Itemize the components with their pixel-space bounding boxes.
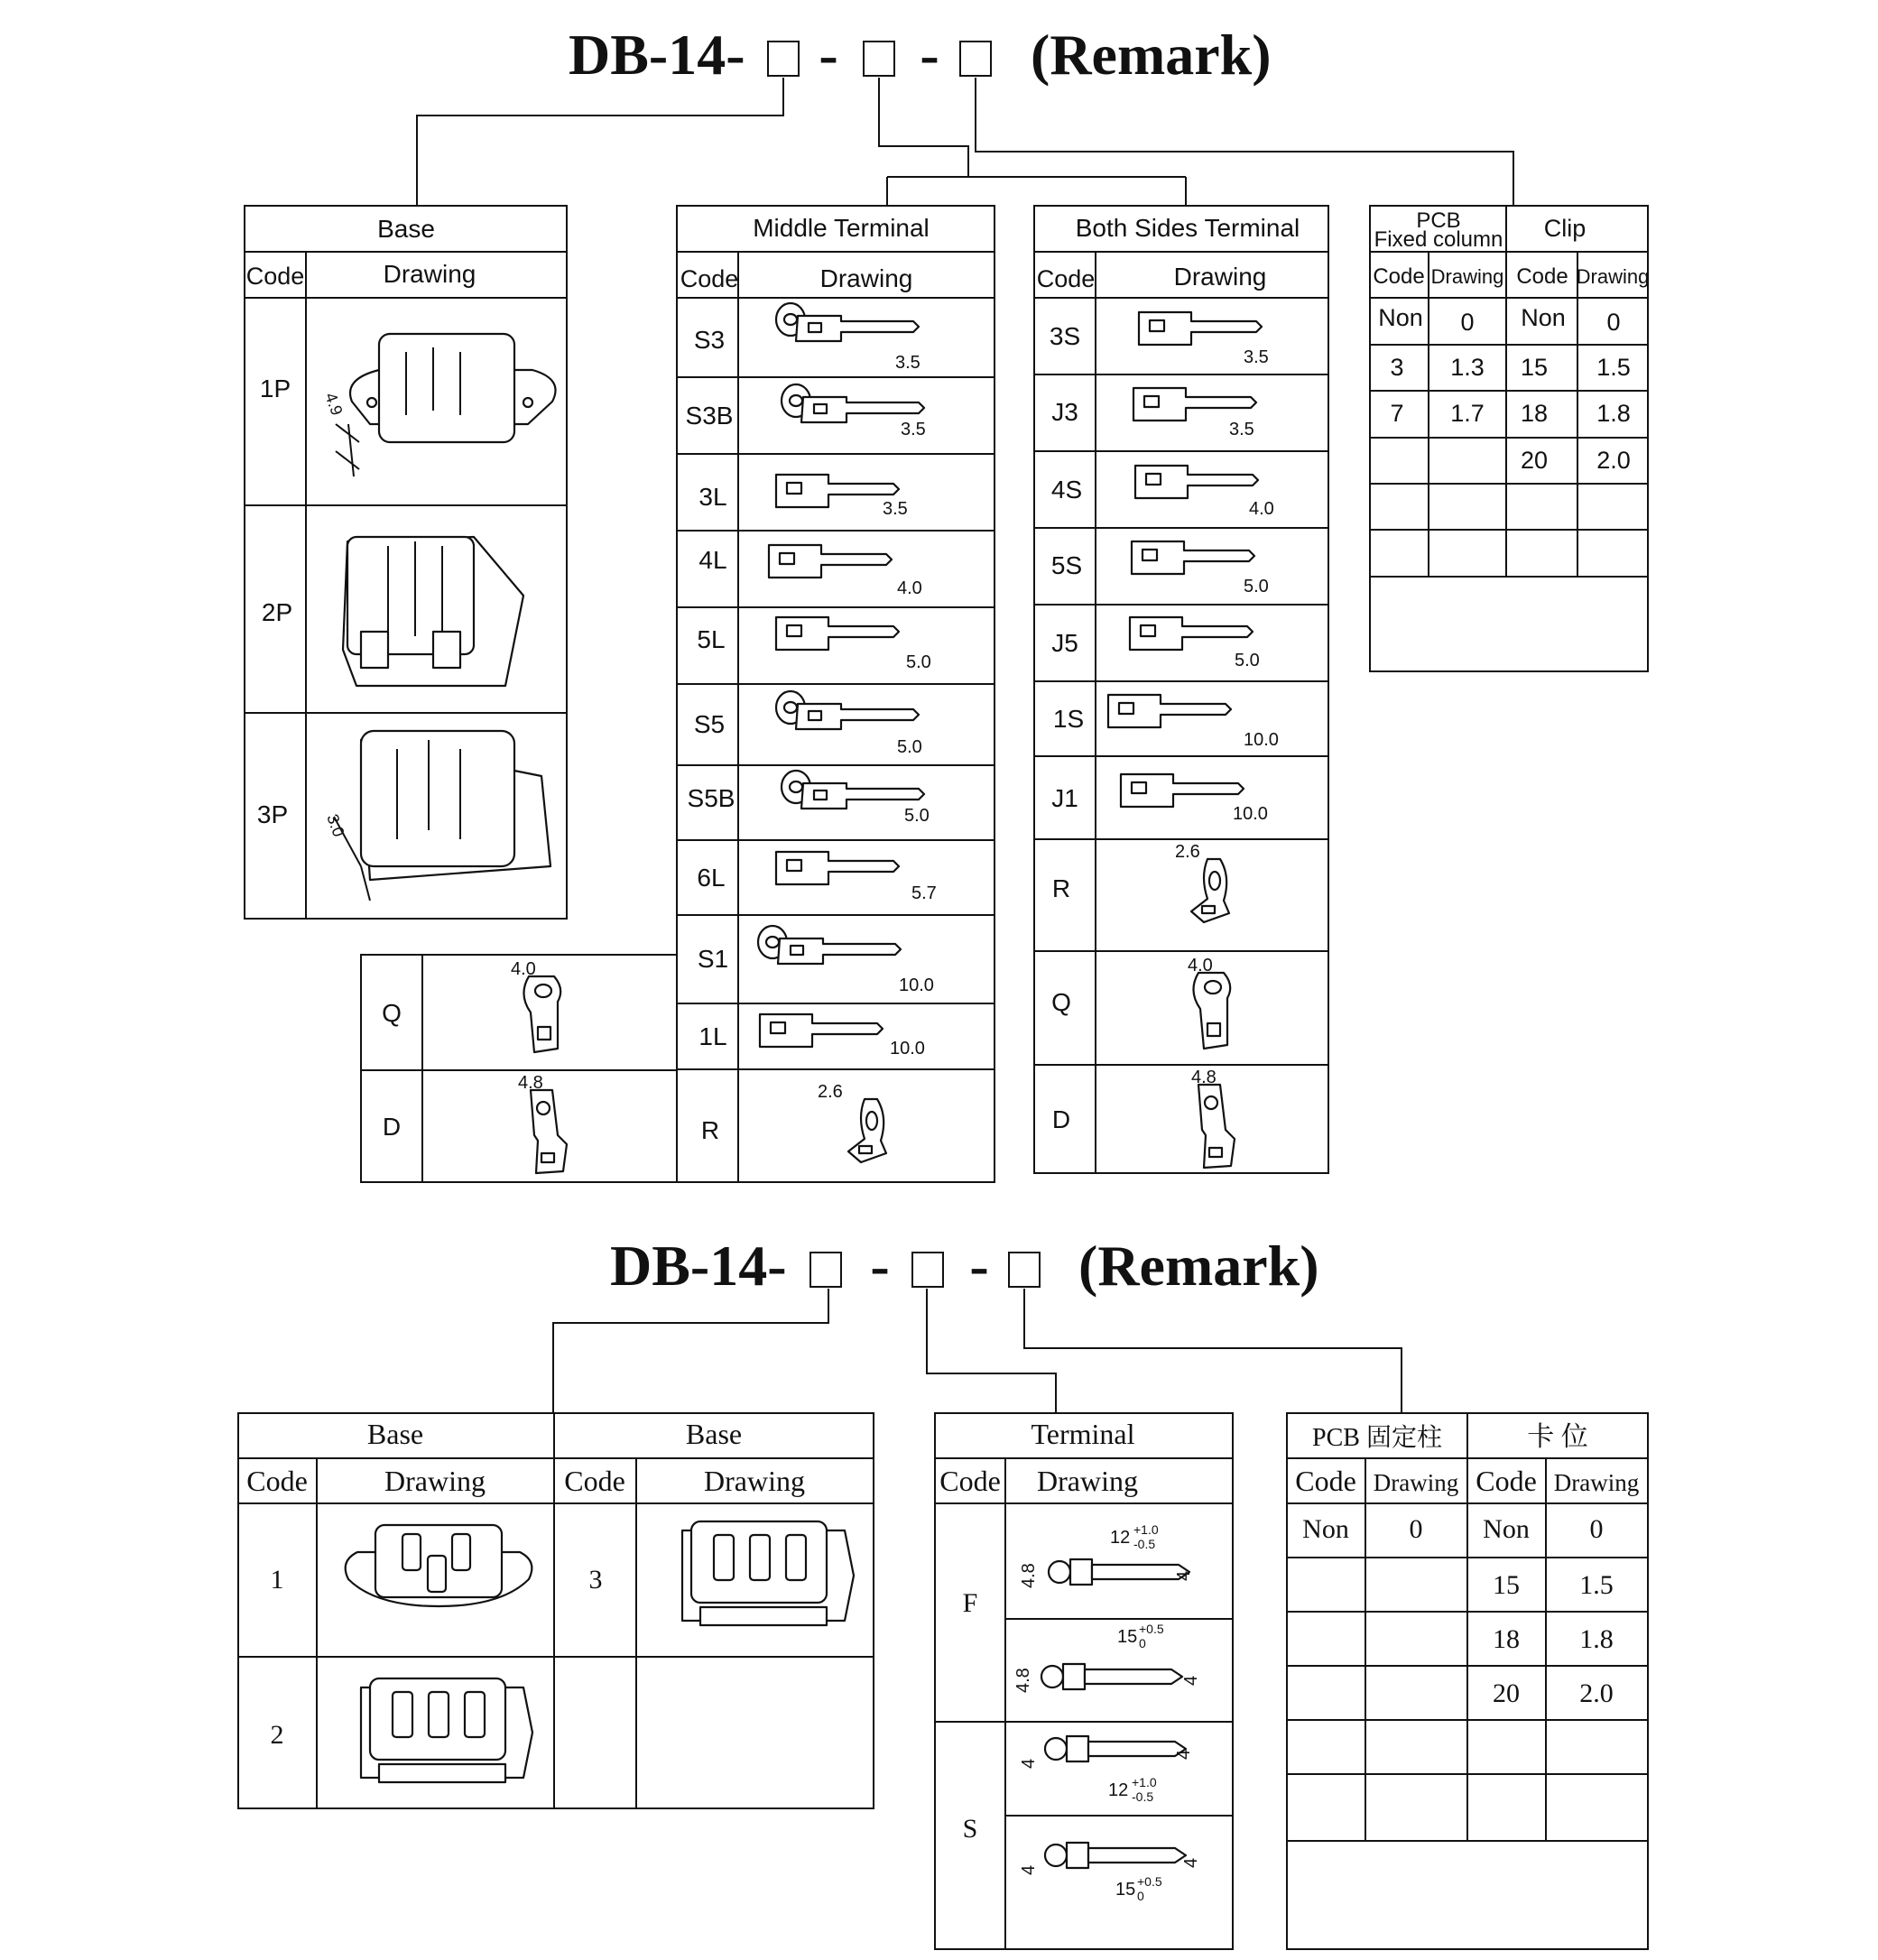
terminal-f2-drawing [1013, 1622, 1201, 1693]
svg-text:10.0: 10.0 [890, 1039, 925, 1059]
section2-title-suffix: (Remark) [1078, 1234, 1319, 1298]
svg-text:+0.5: +0.5 [1137, 1874, 1162, 1889]
both-drawing-label: Drawing [1173, 263, 1267, 291]
svg-text:5.0: 5.0 [897, 737, 922, 757]
svg-text:5.0: 5.0 [904, 806, 930, 826]
base2-code-label-right: Code [564, 1465, 625, 1497]
terminal-f1-drawing [1019, 1522, 1194, 1588]
terminal-code-label: Code [939, 1465, 1001, 1497]
middle-terminal-header: Middle Terminal [753, 214, 930, 242]
middle-code-4l: 4L [698, 546, 727, 574]
code-box-5 [912, 1253, 943, 1287]
base-1p-drawing [321, 334, 555, 476]
clip2-drawing-label: Drawing [1553, 1469, 1640, 1496]
pcb2-cell: 15 [1493, 1570, 1520, 1600]
pcb-header-line2: Fixed column [1374, 227, 1503, 252]
both-code-d: D [1051, 1105, 1071, 1133]
section1-title-prefix: DB-14- [569, 23, 745, 87]
middle-s5b-drawing [782, 771, 930, 826]
svg-text:12: 12 [1110, 1528, 1131, 1548]
pcb-cell: 1.8 [1596, 400, 1631, 427]
pcb2-drawing-label: Drawing [1373, 1469, 1459, 1496]
base-2p-drawing [343, 537, 523, 686]
svg-text:2.6: 2.6 [1175, 842, 1200, 862]
pcb-cell: 15 [1520, 354, 1549, 381]
svg-text:3.5: 3.5 [1229, 420, 1254, 439]
svg-text:4: 4 [1174, 1570, 1194, 1581]
base2-drawing-label-left: Drawing [384, 1465, 486, 1497]
code-box-4 [810, 1253, 841, 1287]
middle-r-drawing [818, 1082, 886, 1162]
svg-text:4.8: 4.8 [1191, 1068, 1217, 1087]
both-j5-drawing [1130, 617, 1260, 670]
clip2-code-label: Code [1476, 1465, 1537, 1497]
code-box-1 [768, 42, 799, 76]
svg-text:10.0: 10.0 [1244, 730, 1279, 750]
base2-code-1: 1 [270, 1565, 284, 1595]
svg-text:4.0: 4.0 [1249, 499, 1274, 519]
pcb2-cell: 20 [1493, 1678, 1520, 1708]
middle-s1-drawing [758, 926, 934, 995]
pcb-cell: 0 [1460, 309, 1475, 336]
pcb2-cell: 18 [1493, 1624, 1520, 1654]
base2-drawing-label-right: Drawing [704, 1465, 805, 1497]
svg-text:5.7: 5.7 [911, 883, 937, 903]
pcb-cell: 1.7 [1450, 400, 1485, 427]
svg-text:+1.0: +1.0 [1132, 1775, 1157, 1789]
pcb-cell: 20 [1520, 447, 1549, 474]
pcb-cell: Non [1521, 304, 1566, 331]
svg-text:4.8: 4.8 [1019, 1563, 1039, 1588]
middle-4l-drawing [769, 545, 922, 598]
pcb2-cell: Non [1302, 1514, 1349, 1544]
base-code-label: Code [245, 263, 305, 290]
middle-code-1l: 1L [698, 1022, 727, 1050]
code-box-2 [864, 42, 894, 76]
middle-code-s3b: S3B [685, 402, 734, 430]
section1-both-sides-table [1034, 206, 1328, 1173]
base-code-3p: 3P [256, 800, 289, 828]
pcb2-cell: Non [1483, 1514, 1530, 1544]
middle-code-s3: S3 [693, 326, 726, 354]
svg-text:0: 0 [1137, 1889, 1144, 1903]
svg-text:10.0: 10.0 [1233, 804, 1268, 824]
svg-text:+0.5: +0.5 [1139, 1622, 1164, 1636]
svg-text:4.0: 4.0 [897, 578, 922, 598]
both-r-drawing [1175, 842, 1229, 922]
svg-text:4: 4 [1019, 1758, 1039, 1769]
base2-header-left: Base [366, 1418, 424, 1450]
pcb-cell: 7 [1390, 400, 1404, 427]
svg-text:4: 4 [1181, 1675, 1201, 1686]
both-sides-header: Both Sides Terminal [1075, 214, 1300, 242]
base2-header-right: Base [685, 1418, 743, 1450]
pcb-cell: 0 [1606, 309, 1621, 336]
middle-code-s1: S1 [697, 945, 729, 973]
terminal-code-s: S [962, 1814, 978, 1844]
section2-connectors [553, 1289, 1402, 1413]
both-code-4s: 4S [1050, 476, 1083, 504]
pcb2-header: PCB 固定柱 [1312, 1424, 1442, 1452]
svg-text:4: 4 [1174, 1749, 1194, 1760]
both-j3-drawing [1133, 388, 1256, 439]
both-3s-drawing [1139, 312, 1269, 367]
terminal-drawing-label: Drawing [1037, 1465, 1138, 1497]
both-1s-drawing [1108, 695, 1279, 750]
base2-code-3: 3 [588, 1565, 603, 1595]
middle-code-s5: S5 [693, 710, 726, 738]
svg-text:5.0: 5.0 [1244, 577, 1269, 596]
pcb2-cell: 2.0 [1579, 1678, 1614, 1708]
clip-code-label: Code [1516, 264, 1568, 289]
extra-q-drawing [511, 959, 560, 1052]
svg-text:-0.5: -0.5 [1132, 1789, 1154, 1804]
section1-title-sep1: - [819, 23, 838, 87]
both-code-j3: J3 [1051, 398, 1078, 426]
both-4s-drawing [1135, 466, 1274, 519]
base2-2-drawing [361, 1678, 532, 1782]
svg-text:2.6: 2.6 [818, 1082, 843, 1102]
middle-6l-drawing [776, 852, 937, 903]
middle-1l-drawing [760, 1014, 925, 1059]
section2-title-sep1: - [870, 1234, 890, 1298]
svg-text:3.5: 3.5 [1244, 347, 1269, 367]
code-box-3 [960, 42, 991, 76]
base2-code-2: 2 [270, 1720, 284, 1750]
terminal-code-f: F [962, 1588, 978, 1618]
base-code-2p: 2P [261, 598, 293, 626]
pcb-drawing-label: Drawing [1430, 265, 1504, 288]
base2-1-drawing [346, 1525, 532, 1606]
pcb2-cell: 0 [1409, 1514, 1423, 1544]
pcb-cell: 3 [1390, 354, 1404, 381]
extra-code-d: D [382, 1113, 402, 1141]
svg-text:15: 15 [1115, 1880, 1136, 1900]
both-d-drawing [1191, 1068, 1235, 1168]
svg-text:3.5: 3.5 [901, 420, 926, 439]
clip2-header: 卡 位 [1527, 1422, 1588, 1452]
base2-3-drawing [682, 1521, 854, 1625]
svg-text:3.5: 3.5 [895, 353, 920, 373]
base2-code-label-left: Code [246, 1465, 308, 1497]
svg-text:4.9: 4.9 [321, 390, 347, 418]
middle-code-5l: 5L [697, 625, 726, 653]
pcb-header-line1: PCB [1416, 208, 1461, 233]
middle-code-6l: 6L [697, 864, 726, 892]
middle-s5-drawing [776, 691, 922, 757]
middle-s3-drawing [776, 303, 920, 373]
both-q-drawing [1188, 956, 1230, 1049]
svg-text:3.0: 3.0 [323, 811, 348, 839]
terminal-s2-drawing [1019, 1843, 1201, 1903]
svg-text:4: 4 [1181, 1857, 1201, 1868]
middle-code-label: Code [680, 265, 739, 292]
pcb2-cell: 1.5 [1579, 1570, 1614, 1600]
both-code-r: R [1051, 874, 1071, 902]
pcb-cell: 1.3 [1450, 354, 1485, 381]
section1-title-suffix: (Remark) [1031, 23, 1272, 87]
pcb-cell: Non [1378, 304, 1423, 331]
base-3p-drawing [323, 731, 550, 901]
svg-text:12: 12 [1108, 1780, 1129, 1800]
section2-title-prefix: DB-14- [610, 1234, 787, 1298]
both-5s-drawing [1132, 541, 1269, 596]
svg-text:4.0: 4.0 [1188, 956, 1213, 975]
pcb-cell: 2.0 [1596, 447, 1631, 474]
middle-5l-drawing [776, 617, 931, 672]
svg-text:5.0: 5.0 [1235, 651, 1260, 670]
svg-text:5.0: 5.0 [906, 652, 931, 672]
both-j1-drawing [1121, 774, 1268, 824]
section1-connectors [417, 78, 1513, 206]
clip-header: Clip [1543, 215, 1587, 242]
pcb2-code-label: Code [1295, 1465, 1356, 1497]
svg-text:0: 0 [1139, 1636, 1146, 1650]
middle-code-s5b: S5B [687, 784, 735, 812]
both-code-5s: 5S [1050, 551, 1083, 579]
pcb2-cell: 1.8 [1579, 1624, 1614, 1654]
pcb2-cell: 0 [1589, 1514, 1604, 1544]
middle-code-r: R [700, 1116, 720, 1144]
terminal-s1-drawing [1019, 1736, 1194, 1804]
base-code-1p: 1P [259, 374, 291, 402]
svg-text:3.5: 3.5 [883, 499, 908, 519]
clip-drawing-label: Drawing [1576, 265, 1650, 288]
section1-extra-terminal-table [361, 955, 677, 1182]
both-code-q: Q [1051, 988, 1071, 1016]
both-code-j5: J5 [1051, 629, 1078, 657]
both-code-1s: 1S [1052, 705, 1085, 733]
pcb-cell: 1.5 [1596, 354, 1631, 381]
both-code-j1: J1 [1051, 784, 1078, 812]
svg-text:4.0: 4.0 [511, 959, 536, 979]
middle-s3b-drawing [782, 384, 926, 439]
both-code-label: Code [1036, 265, 1096, 292]
svg-text:+1.0: +1.0 [1133, 1522, 1159, 1537]
section2-title-sep2: - [969, 1234, 989, 1298]
both-code-3s: 3S [1049, 322, 1081, 350]
middle-code-3l: 3L [698, 483, 727, 511]
extra-code-q: Q [382, 999, 402, 1027]
middle-3l-drawing [776, 475, 908, 519]
svg-text:4: 4 [1019, 1864, 1039, 1875]
pcb-code-label: Code [1373, 264, 1425, 289]
code-box-6 [1009, 1253, 1040, 1287]
svg-text:15: 15 [1117, 1627, 1138, 1647]
svg-text:4.8: 4.8 [518, 1073, 543, 1093]
base-drawing-label: Drawing [383, 260, 476, 288]
svg-text:10.0: 10.0 [899, 975, 934, 995]
svg-text:4.8: 4.8 [1013, 1668, 1033, 1693]
base-header: Base [377, 215, 435, 243]
pcb-cell: 18 [1520, 400, 1549, 427]
section1-title-sep2: - [920, 23, 939, 87]
terminal-header: Terminal [1031, 1418, 1135, 1450]
middle-drawing-label: Drawing [819, 264, 913, 292]
extra-d-drawing [518, 1073, 567, 1173]
svg-text:-0.5: -0.5 [1133, 1537, 1156, 1551]
